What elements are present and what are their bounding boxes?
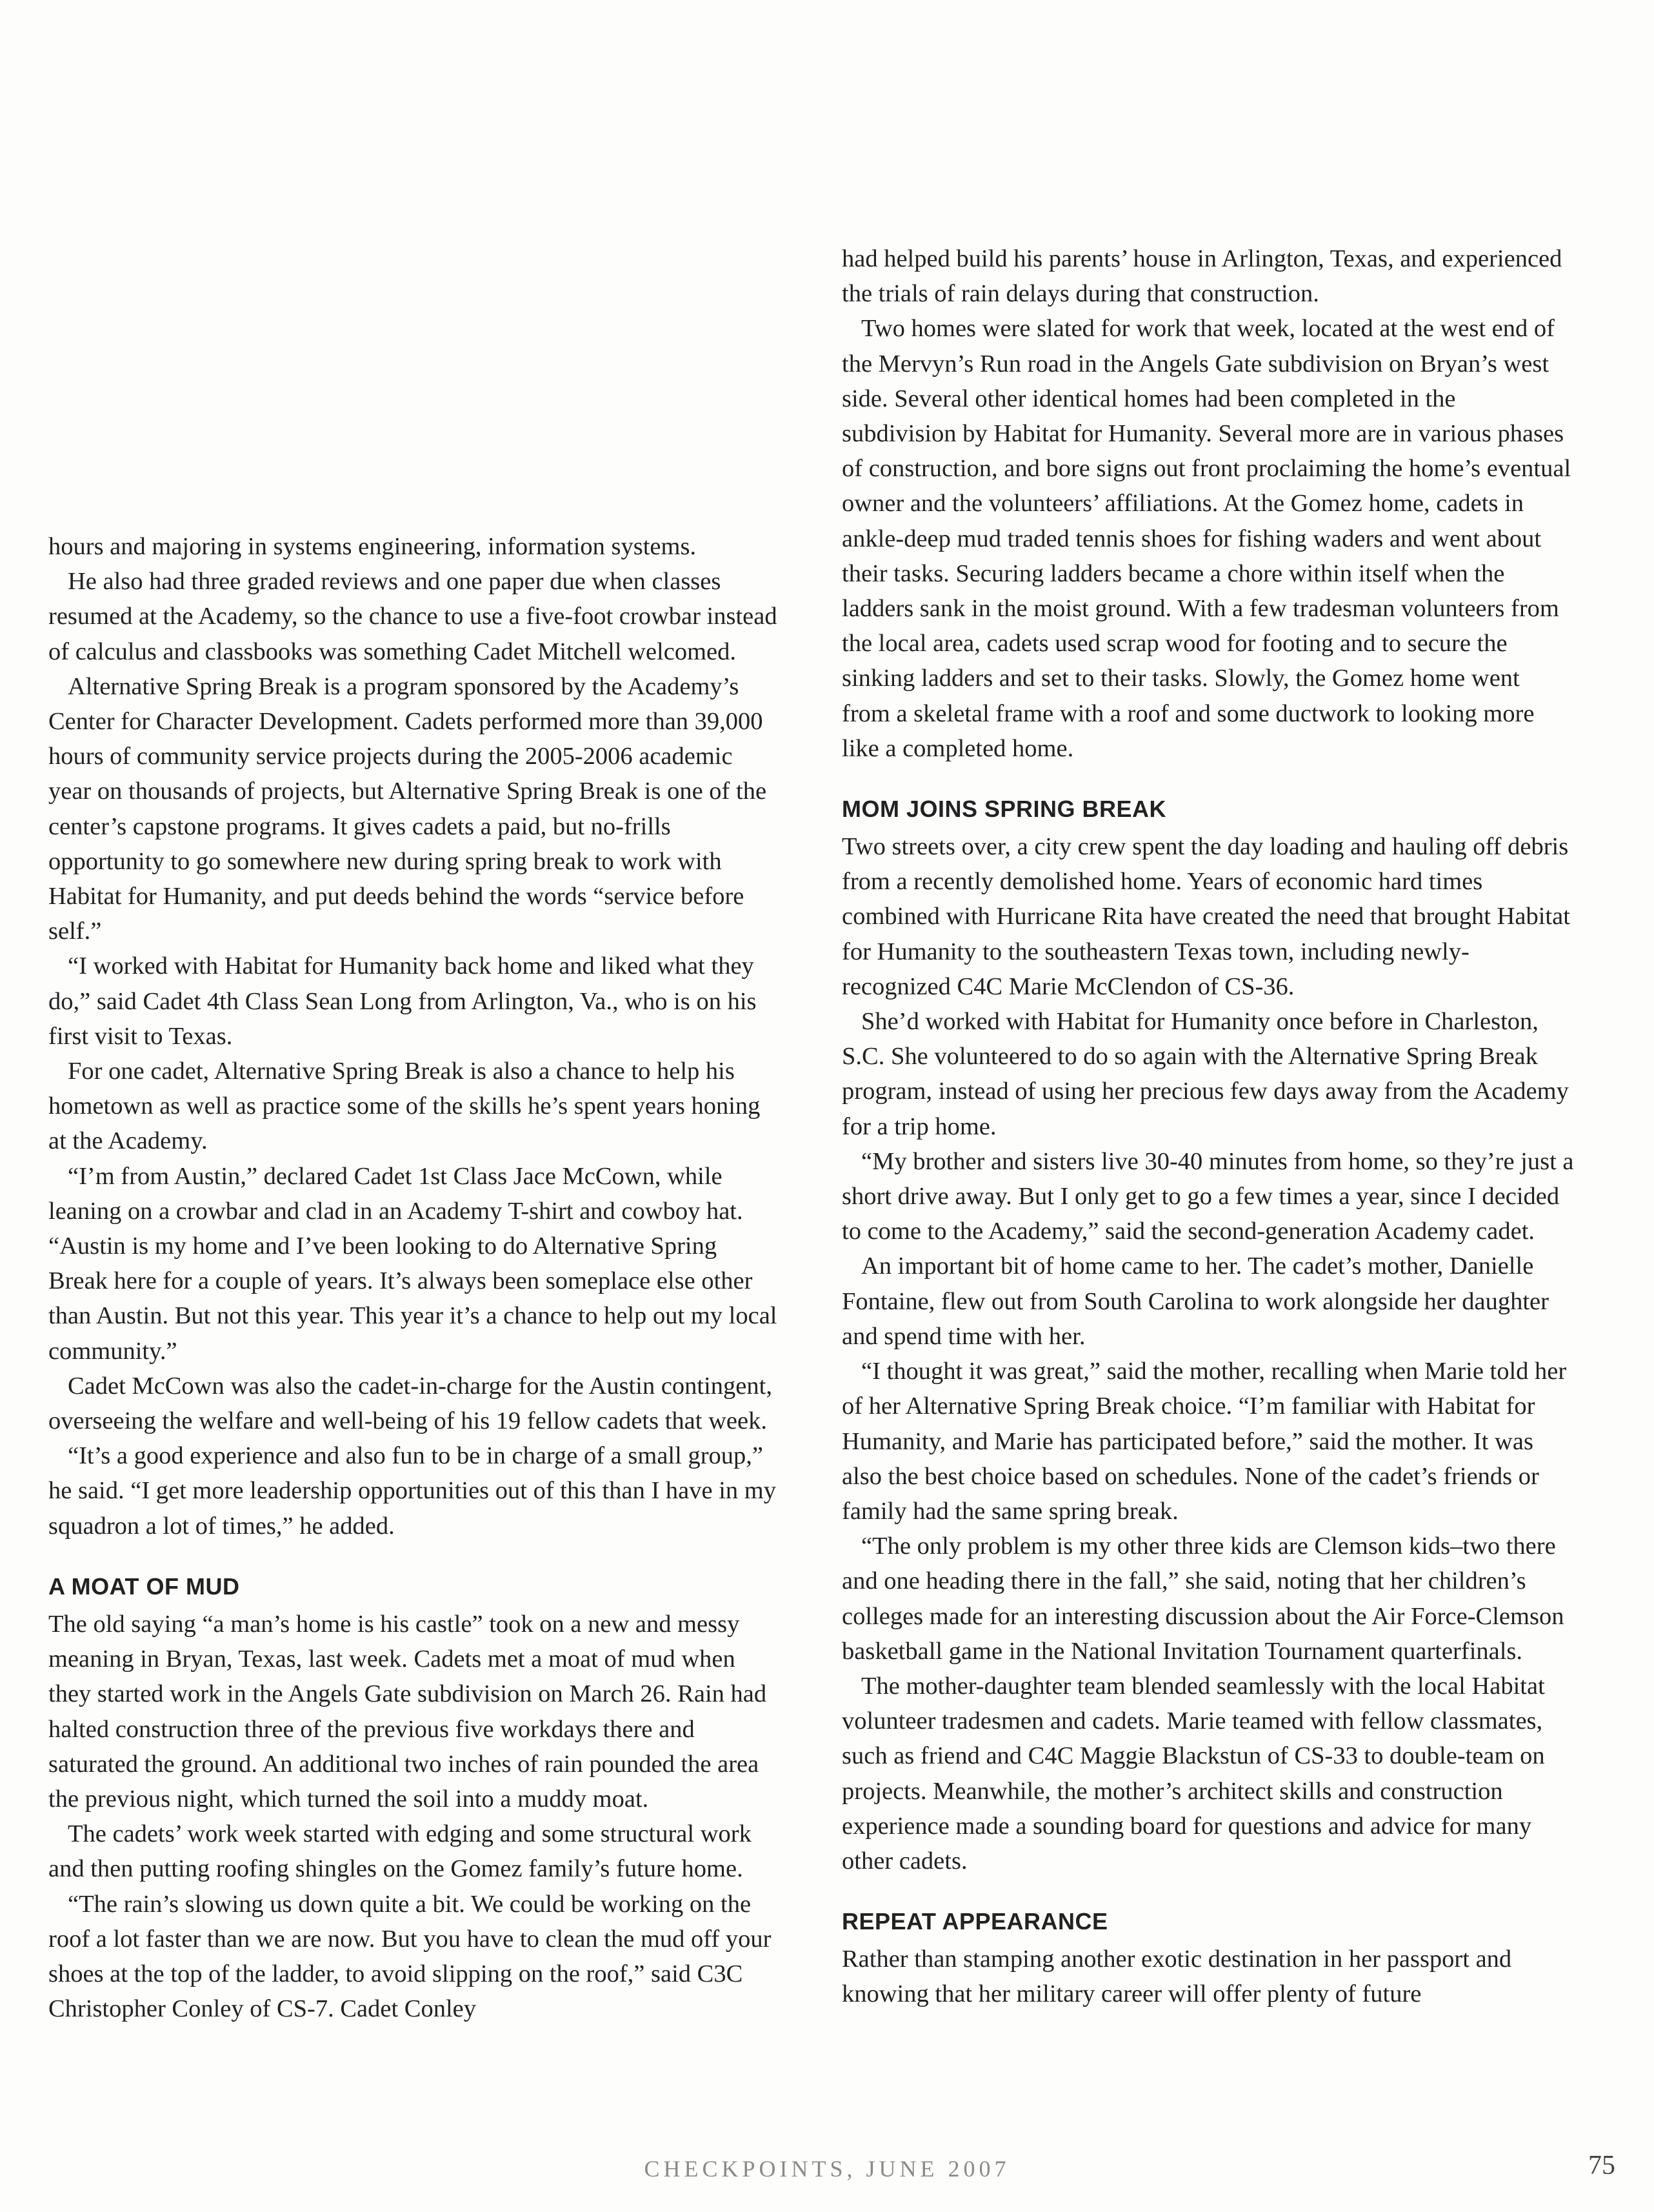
paragraph: Alternative Spring Break is a program sponsored by the Academy’s Center for Character Development. Cadets performed more than 39,000 hours of community service projects during the 2005-2006 academic year on thousands of projects, but Alternative Spring Break is one of the center’s capstone programs. It gives cadets a paid, but no-frills opportunity to go somewhere new during spring break to work with Habitat for Humanity, and put deeds behind the words “service before self.” xyxy=(48,672,767,945)
section-heading-mom-joins-spring-break: MOM JOINS SPRING BREAK xyxy=(842,796,1167,823)
paragraph: The old saying “a man’s home is his castle” took on a new and messy meaning in Bryan, Texas, last week. Cadets met a moat of mud when they started work in the Angels Gate subdivision on March 26. Rain had halted construction three of the previous five workdays there and saturated the ground. An additional two inches of rain pounded the area the previous night, which turned the soil into a muddy moat. xyxy=(48,1610,767,1813)
paragraph: “I’m from Austin,” declared Cadet 1st Class Jace McCown, while leaning on a crowbar and clad in an Academy T-shirt and cowboy hat. “Austin is my home and I’ve been looking to do Alternative Spring Break here for a couple of years. It’s always been someplace else other than Austin. But not this year. This year it’s a chance to help out my local community.” xyxy=(48,1162,777,1365)
section-heading-moat-of-mud: A MOAT OF MUD xyxy=(48,1573,240,1600)
paragraph: Cadet McCown was also the cadet-in-charge for the Austin contingent, overseeing the welfare and well-being of his 19 fellow cadets that week. xyxy=(48,1372,772,1435)
right-column xyxy=(842,241,1574,2012)
paragraph: The mother-daughter team blended seamlessly with the local Habitat volunteer tradesmen and cadets. Marie teamed with fellow classmates, such as friend and C4C Maggie Blackstun of CS-33 to double-team on projects. Meanwhile, the mother’s architect skills and construction experience made a sounding board for questions and advice for many other cadets. xyxy=(842,1672,1545,1875)
paragraph: An important bit of home came to her. The cadet’s mother, Danielle Fontaine, flew out from South Carolina to work alongside her daughter and spend time with her. xyxy=(842,1252,1549,1350)
paragraph: had helped build his parents’ house in Arlington, Texas, and experienced the trials of rain delays during that construction. xyxy=(842,245,1562,308)
paragraph: “It’s a good experience and also fun to be in charge of a small group,” he said. “I get more leadership opportunities out of this than I have in my squadron a lot of times,” he added. xyxy=(48,1442,776,1540)
paragraph: For one cadet, Alternative Spring Break is also a chance to help his hometown as well as practice some of the skills he’s spent years honing at the Academy. xyxy=(48,1058,761,1155)
paragraph: Two homes were slated for work that week, located at the west end of the Mervyn’s Run road in the Angels Gate subdivision on Bryan’s west side. Several other identical homes had been completed in the subdivision by Habitat for Humanity. Several more are in various phases of construction, and bore signs out front proclaiming the home’s eventual owner and the volunteers’ affiliations. At the Gomez home, cadets in ankle-deep mud traded tennis shoes for fishing waders and went about their tasks. Securing ladders became a chore within itself when the ladders sank in the moist ground. With a few tradesman volunteers from the local area, cadets used scrap wood for footing and to secure the sinking ladders and set to their tasks. Slowly, the Gomez home went from a skeletal frame with a roof and some ductwork to looking more like a completed home. xyxy=(842,315,1571,762)
paragraph: “My brother and sisters live 30-40 minutes from home, so they’re just a short drive away. But I only get to go a few times a year, since I decided to come to the Academy,” said the second-generation Academy cadet. xyxy=(842,1147,1574,1245)
paragraph: She’d worked with Habitat for Humanity once before in Charleston, S.C. She volunteered to do so again with the Alternative Spring Break program, instead of using her precious few days away from the Academy for a trip home. xyxy=(842,1008,1569,1140)
footer-publication-title: CHECKPOINTS, JUNE 2007 xyxy=(644,2156,1010,2182)
page-number: 75 xyxy=(1588,2151,1615,2180)
paragraph: Rather than stamping another exotic destination in her passport and knowing that her military career will offer plenty of future xyxy=(842,1946,1512,2008)
left-column xyxy=(48,529,781,2026)
paragraph: “I thought it was great,” said the mother, recalling when Marie told her of her Alternative Spring Break choice. “I’m familiar with Habitat for Humanity, and Marie has participated before,” said the mother. It was also the best choice based on schedules. None of the cadet’s friends or family had the same spring break. xyxy=(842,1358,1567,1525)
section-heading-repeat-appearance: REPEAT APPEARANCE xyxy=(842,1908,1108,1935)
paragraph: hours and majoring in systems engineering, information systems. xyxy=(48,533,697,560)
paragraph: He also had three graded reviews and one paper due when classes resumed at the Academy, so the chance to use a five-foot crowbar instead of calculus and classbooks was something Cadet Mitchell welcomed. xyxy=(48,568,777,665)
paragraph: The cadets’ work week started with edging and some structural work and then putting roofing shingles on the Gomez family’s future home. xyxy=(48,1820,752,1883)
paragraph: “The rain’s slowing us down quite a bit. We could be working on the roof a lot faster than we are now. But you have to clean the mud off your shoes at the top of the ladder, to avoid slipping on the roof,” said C3C Christopher Conley of CS-7. Cadet Conley xyxy=(48,1890,772,2023)
paragraph: “I worked with Habitat for Humanity back home and liked what they do,” said Cadet 4th Class Sean Long from Arlington, Va., who is on his first visit to Texas. xyxy=(48,952,757,1050)
paragraph: Two streets over, a city crew spent the day loading and hauling off debris from a recently demolished home. Years of economic hard times combined with Hurricane Rita have created the need that brought Habitat for Humanity to the southeastern Texas town, including newly-recognized C4C Marie McClendon of CS-36. xyxy=(842,833,1570,1000)
paragraph: “The only problem is my other three kids are Clemson kids–two there and one heading there in the fall,” she said, noting that her children’s colleges made for an interesting discussion about the Air Force-Clemson basketball game in the National Invitation Tournament quarterfinals. xyxy=(842,1533,1564,1665)
